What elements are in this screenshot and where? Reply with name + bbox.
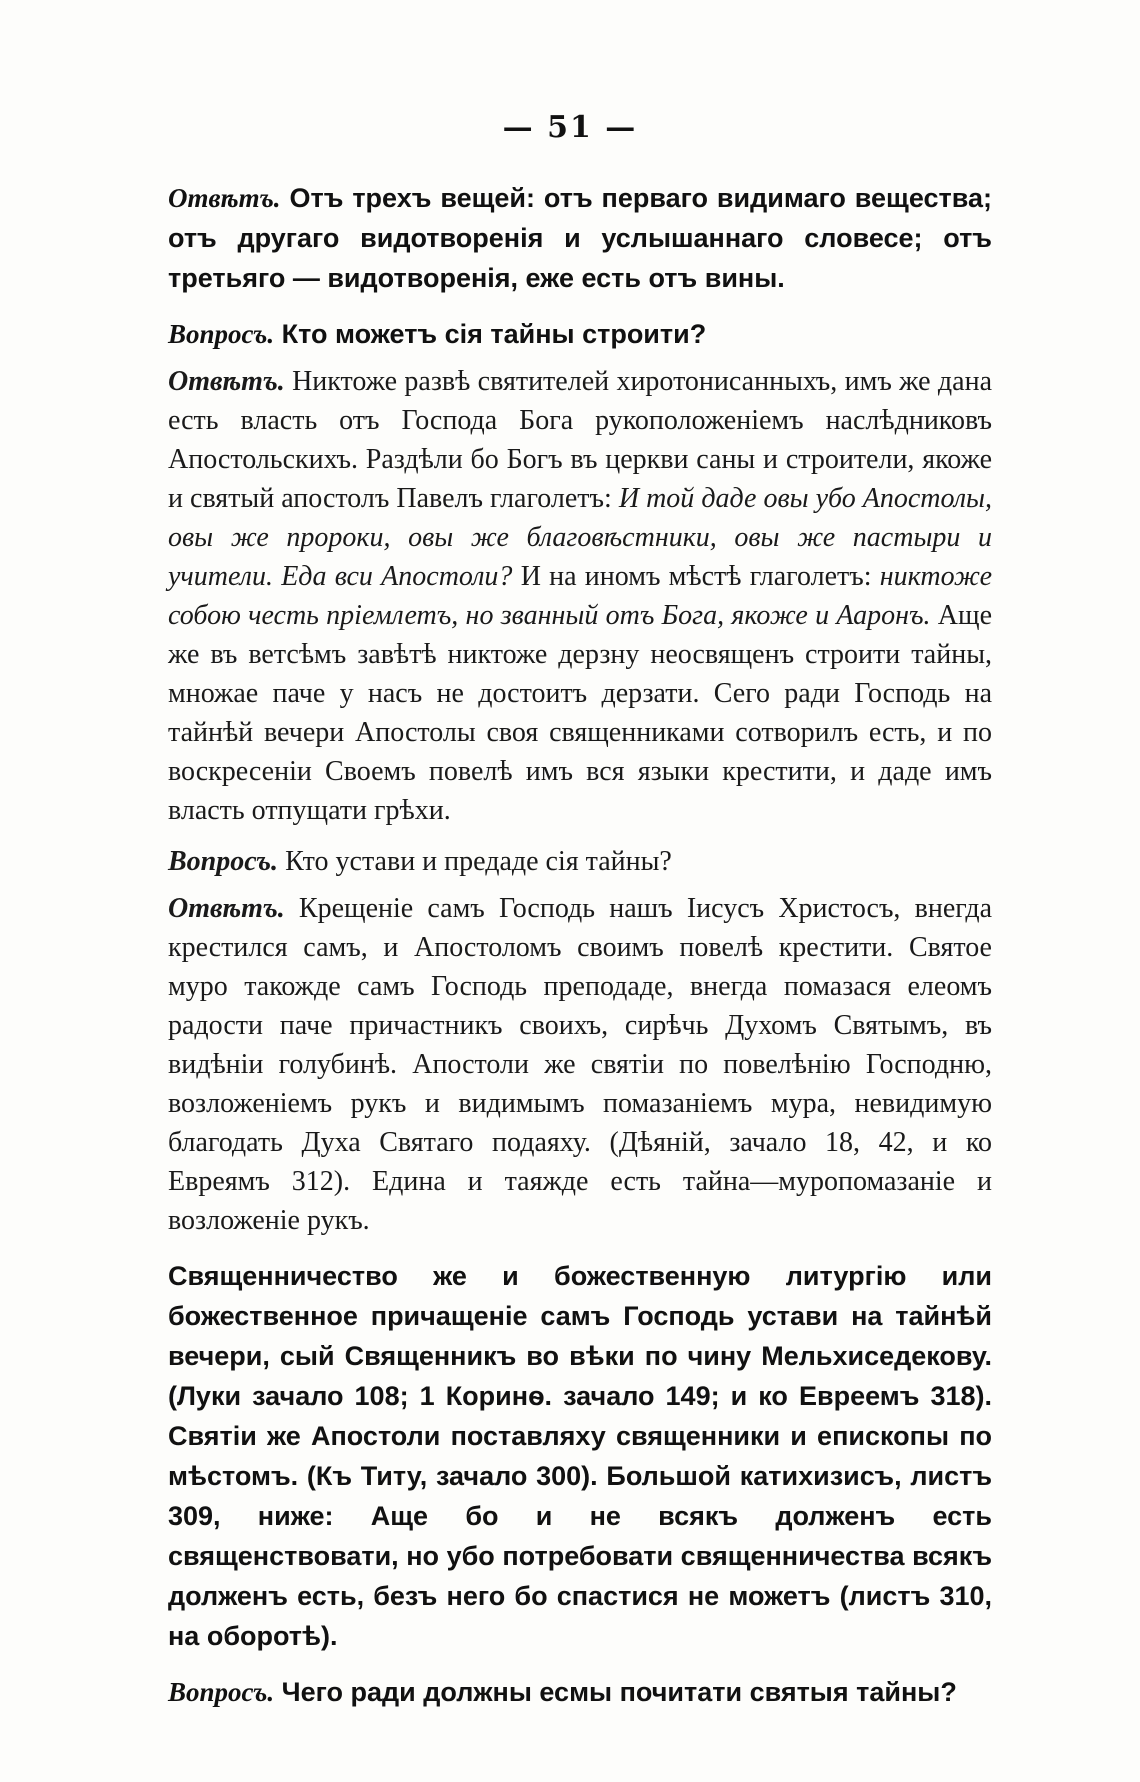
answer-paragraph-1	[168, 178, 992, 298]
question-paragraph-1	[168, 314, 992, 354]
question-text: Чего ради должны есмы почитати святыя тайны?	[281, 1677, 957, 1707]
answer-paragraph-3	[168, 889, 992, 1240]
answer-label: Отвѣтъ.	[168, 183, 281, 213]
scripture-quote: никтоже собою честь пріемлетъ, но званный отъ Бога, якоже и Ааронъ.	[168, 561, 992, 631]
question-label: Вопросъ.	[168, 319, 275, 349]
paragraph-text: Священничество же и божественную литургію или божественное причащеніе самъ Господь устави на тайнѣй вечери, сый Священникъ во вѣки по чину Мельхиседекову. (Луки зачало 108; 1 Коринѳ. зачало 149; и ко Евреемъ 318). Святіи же Апостоли поставляху священники и епископы по мѣстомъ. (Къ Титу, зачало 300). Большой катихизисъ, листъ 309, ниже: Аще бо и не всякъ долженъ есть священствовати, но убо потребовати священничества всякъ долженъ есть, безъ него бо спастися не можетъ (листъ 310, на оборотѣ).	[168, 1261, 992, 1651]
priesthood-paragraph	[168, 1256, 992, 1656]
answer-text: Крещеніе самъ Господь нашъ Іисусъ Христосъ, внегда крестился самъ, и Апостоломъ своимъ повелѣ крестити. Святое муро такожде самъ Господь преподаде, внегда помазася елеомъ радости паче причастникъ своихъ, сирѣчь Духомъ Святымъ, въ видѣніи голубинѣ. Апостоли же святіи по повелѣнію Господню, возложеніемъ рукъ и видимымъ помазаніемъ мура, невидимую благодать Духа Святаго подаяху. (Дѣяній, зачало 18, 42, и ко Евреямъ 312). Едина и таяжде есть тайна—муропомазаніе и возложеніе рукъ.	[168, 893, 993, 1236]
answer-label: Отвѣтъ.	[168, 893, 285, 924]
question-text: Кто устави и предаде сія тайны?	[285, 846, 672, 877]
answer-label: Отвѣтъ.	[168, 366, 285, 397]
question-paragraph-2	[168, 842, 992, 881]
question-label: Вопросъ.	[168, 1677, 275, 1707]
scripture-quote: И той даде овы убо Апостолы, овы же пророки, овы же благовѣстники, овы же пастыри и учители. Еда вси Апостоли?	[168, 483, 992, 592]
answer-text: Отъ трехъ вещей: отъ перваго видимаго вещества; отъ другаго видотворенія и услышаннаго словесе; отъ третьяго — видотворенія, еже есть отъ вины.	[168, 183, 992, 293]
answer-text: И на иномъ мѣстѣ глаголетъ:	[520, 561, 872, 592]
answer-text: Аще же въ ветсѣмъ завѣтѣ никтоже дерзну неосвященъ строити тайны, множае паче у насъ не достоитъ дерзати. Сего ради Господь на тайнѣй вечери Апостолы своя священниками сотворилъ есть, и по воскресеніи Своемъ повелѣ имъ вся языки крестити, и даде имъ власть отпущати грѣхи.	[168, 600, 992, 826]
question-paragraph-3	[168, 1672, 992, 1712]
question-label: Вопросъ.	[168, 846, 279, 877]
page-number: — 51 —	[502, 110, 638, 145]
answer-paragraph-2	[168, 362, 992, 830]
page-text	[168, 178, 992, 1712]
answer-text: Никтоже развѣ святителей хиротонисанныхъ, имъ же дана есть власть отъ Господа Бога рукоположеніемъ наслѣдниковъ Апостольскихъ. Раздѣли бо Богъ въ церкви саны и строители, якоже и святый апостолъ Павелъ глаголетъ:	[168, 366, 992, 514]
question-text: Кто можетъ сія тайны строити?	[281, 319, 707, 349]
